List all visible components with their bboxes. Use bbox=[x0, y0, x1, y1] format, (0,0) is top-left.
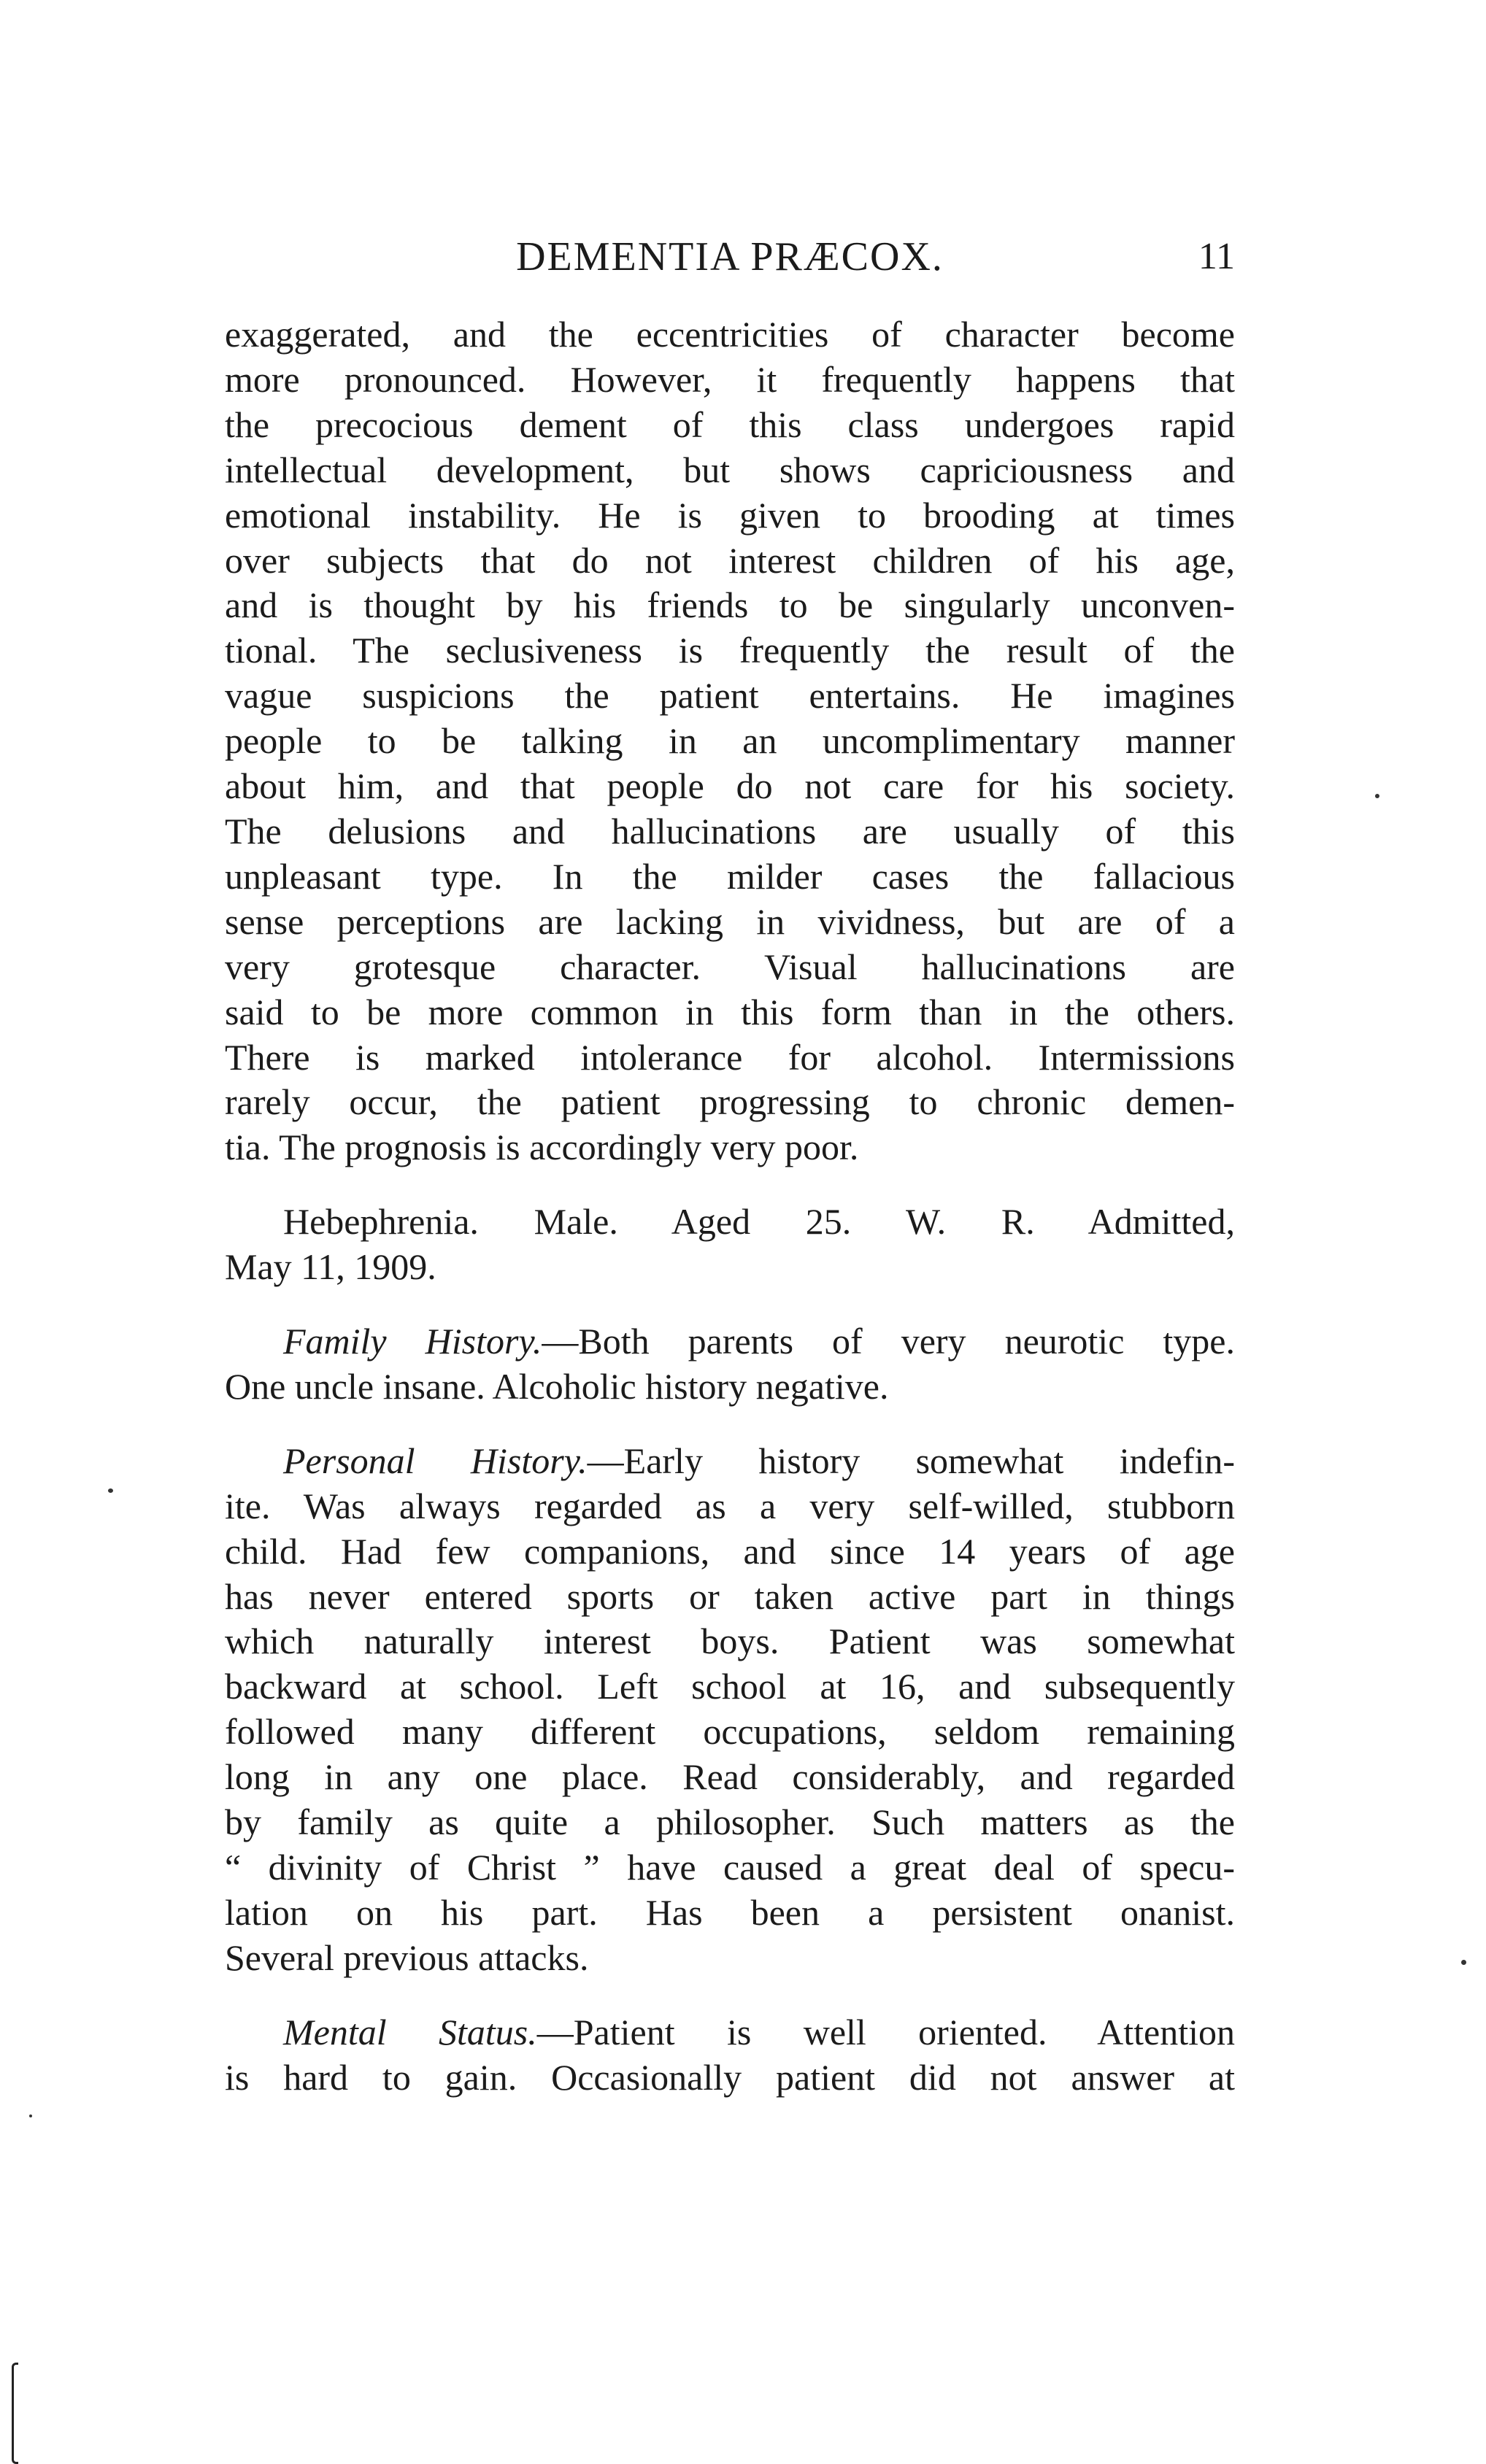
text-line bbox=[225, 2010, 1235, 2055]
intro-paragraph bbox=[225, 312, 1235, 1170]
running-title: DEMENTIA PRÆCOX. bbox=[516, 234, 944, 279]
text-line: has never entered sports or taken active part in things bbox=[225, 1575, 1235, 1617]
text-line: ite. Was always regarded as a very self-willed, stubborn bbox=[225, 1485, 1235, 1526]
text-line: by family as quite a philosopher. Such matters as the bbox=[225, 1801, 1235, 1843]
text-line: Several previous attacks. bbox=[225, 1936, 589, 1978]
text-line: and is thought by his friends to be singularly unconven- bbox=[225, 584, 1235, 626]
text-line: long in any one place. Read considerably, and regarded bbox=[225, 1756, 1235, 1798]
personal-history-paragraph bbox=[225, 1439, 1235, 1981]
scan-speck bbox=[1461, 1960, 1466, 1965]
text-line: vague suspicions the patient entertains. He imagines bbox=[225, 675, 1235, 717]
text-line: said to be more common in this form than in the others. bbox=[225, 991, 1235, 1032]
text-line: One uncle insane. Alcoholic history negative. bbox=[225, 1365, 889, 1407]
family-history-text: —Both parents of very neurotic type. bbox=[542, 1321, 1235, 1362]
scan-edge-mark bbox=[12, 2363, 18, 2464]
text-line: The delusions and hallucinations are usually of this bbox=[225, 810, 1235, 851]
text-line bbox=[225, 1319, 1235, 1364]
page-number: 11 bbox=[1198, 236, 1235, 277]
text-line: There is marked intolerance for alcohol. Intermissions bbox=[225, 1036, 1235, 1078]
text-line: over subjects that do not interest children of his age, bbox=[225, 539, 1235, 581]
scan-speck bbox=[29, 2115, 32, 2117]
text-line: tional. The seclusiveness is frequently the result of the bbox=[225, 630, 1235, 671]
case-line: May 11, 1909. bbox=[225, 1246, 436, 1288]
text-line: backward at school. Left school at 16, and subsequently bbox=[225, 1666, 1235, 1707]
personal-history-heading: Personal History. bbox=[283, 1440, 588, 1481]
text-line: intellectual development, but shows capriciousness and bbox=[225, 449, 1235, 490]
text-line: emotional instability. He is given to brooding at times bbox=[225, 494, 1235, 536]
text-line: people to be talking in an uncomplimentary manner bbox=[225, 720, 1235, 762]
text-line: is hard to gain. Occasionally patient did not answer at bbox=[225, 2056, 1235, 2098]
text-line: tia. The prognosis is accordingly very poor. bbox=[225, 1127, 859, 1168]
text-line: very grotesque character. Visual hallucinations are bbox=[225, 946, 1235, 987]
text-line: which naturally interest boys. Patient was somewhat bbox=[225, 1621, 1235, 1662]
text-line: more pronounced. However, it frequently happens that bbox=[225, 358, 1235, 400]
mental-status-paragraph bbox=[225, 2010, 1235, 2101]
case-line: Hebephrenia. Male. Aged 25. W. R. Admitted, bbox=[283, 1201, 1235, 1243]
text-line: lation on his part. Has been a persistent onanist. bbox=[225, 1891, 1235, 1933]
text-line: followed many different occupations, seldom remaining bbox=[225, 1711, 1235, 1753]
mental-status-text: —Patient is well oriented. Attention bbox=[536, 2011, 1235, 2052]
personal-history-text: —Early history somewhat indefin- bbox=[587, 1440, 1235, 1481]
text-line: the precocious dement of this class undergoes rapid bbox=[225, 403, 1235, 445]
text-line: about him, and that people do not care for his society. bbox=[225, 765, 1235, 807]
case-heading bbox=[225, 1200, 1235, 1290]
text-line: sense perceptions are lacking in vividness, but are of a bbox=[225, 900, 1235, 942]
scan-speck bbox=[108, 1488, 113, 1493]
mental-status-heading: Mental Status. bbox=[283, 2011, 537, 2052]
text-line: child. Had few companions, and since 14 years of age bbox=[225, 1530, 1235, 1572]
body-text bbox=[225, 312, 1235, 2101]
running-head bbox=[225, 228, 1235, 286]
scan-speck bbox=[1375, 794, 1379, 798]
text-line: rarely occur, the patient progressing to chronic demen- bbox=[225, 1081, 1235, 1123]
text-line: “ divinity of Christ ” have caused a great deal of specu- bbox=[225, 1847, 1235, 1888]
text-line: unpleasant type. In the milder cases the fallacious bbox=[225, 855, 1235, 897]
family-history-heading: Family History. bbox=[283, 1321, 542, 1362]
text-line: exaggerated, and the eccentricities of character become bbox=[225, 314, 1235, 355]
family-history-paragraph bbox=[225, 1319, 1235, 1410]
text-line bbox=[225, 1439, 1235, 1484]
